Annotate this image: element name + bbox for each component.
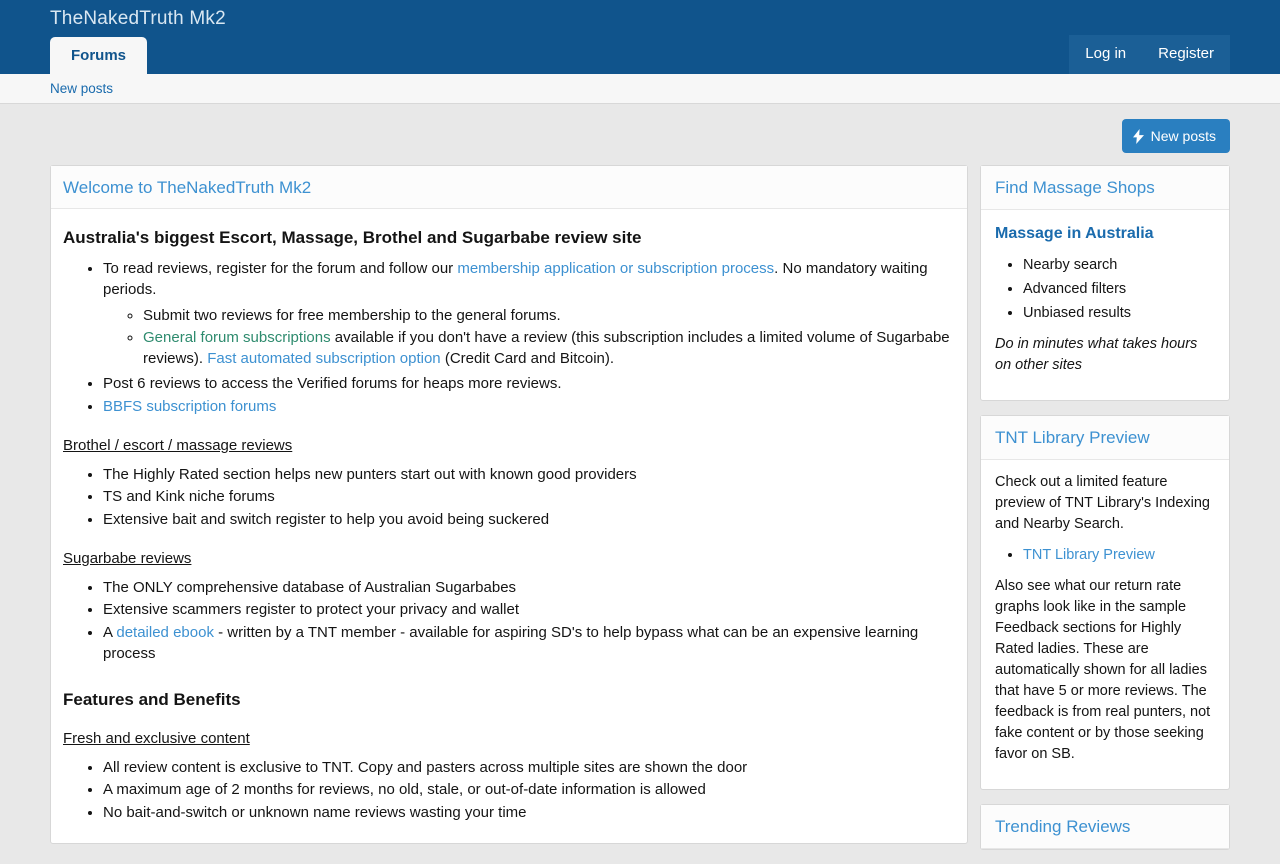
membership-process-link[interactable]: membership application or subscription process xyxy=(457,260,775,277)
massage-subtitle: Massage in Australia xyxy=(995,225,1154,242)
sub-mid-text: available if you don't have a review (this subscription includes a limited volume of Sugarbabe reviews). xyxy=(143,328,950,368)
detailed-ebook-link[interactable]: detailed ebook xyxy=(116,623,214,641)
sidebar-block-title: Trending Reviews xyxy=(981,805,1229,849)
site-title: TheNakedTruth Mk2 xyxy=(50,8,226,29)
sub-post-text: (Credit Card and Bitcoin). xyxy=(440,350,615,368)
section-sugarbabe-heading: Sugarbabe reviews xyxy=(63,549,192,567)
massage-feature-list xyxy=(995,255,1215,324)
sidebar-block-title: TNT Library Preview xyxy=(981,416,1229,460)
fast-subscription-link[interactable]: Fast automated subscription option xyxy=(207,350,441,368)
sidebar-block-find-massage-shops xyxy=(980,165,1230,401)
main-heading: Australia's biggest Escort, Massage, Brothel and Sugarbabe review site xyxy=(63,228,642,247)
secondary-nav xyxy=(0,74,1280,104)
intro-pre: To read reviews, register for the forum and follow our xyxy=(103,260,458,277)
welcome-panel xyxy=(50,165,968,844)
intro-sublist xyxy=(103,305,955,370)
register-link[interactable]: Register xyxy=(1142,35,1230,75)
list-item: • TS and Kink niche forums xyxy=(103,486,955,507)
list-item: • A maximum age of 2 months for reviews, no old, stale, or out-of-date information is allowed xyxy=(103,779,955,800)
sidebar xyxy=(980,165,1230,864)
library-para-1: Check out a limited feature preview of TNT Library's Indexing and Nearby Search. xyxy=(995,474,1210,533)
list-item: • Post 6 reviews to access the Verified forums for heaps more reviews. xyxy=(103,373,955,394)
welcome-panel-header xyxy=(51,166,967,209)
library-para-2: Also see what our return rate graphs look like in the sample Feedback sections for Highly Rated ladies. These are automatically shown for all ladies that have 5 or more reviews. The feedback is from real punters, not fake content or by those seeking favor on SB. xyxy=(995,578,1211,763)
list-item: • Unbiased results xyxy=(1023,303,1215,324)
login-link[interactable]: Log in xyxy=(1069,35,1142,75)
page-content xyxy=(0,104,1280,864)
bolt-icon xyxy=(1133,129,1144,144)
new-posts-button-label: New posts xyxy=(1150,128,1216,144)
new-posts-button[interactable] xyxy=(1122,119,1230,153)
content-columns xyxy=(50,165,1230,864)
fresh-content-list xyxy=(63,757,955,823)
primary-nav xyxy=(50,37,147,75)
list-item xyxy=(1023,545,1215,566)
list-item: • The ONLY comprehensive database of Australian Sugarbabes xyxy=(103,577,955,598)
ebook-pre: A xyxy=(103,623,117,641)
sidebar-block-body xyxy=(981,210,1229,400)
list-item: • Advanced filters xyxy=(1023,279,1215,300)
general-subscriptions-link[interactable]: General forum subscriptions xyxy=(143,328,331,346)
list-item: • Extensive scammers register to protect your privacy and wallet xyxy=(103,599,955,620)
list-item: • Nearby search xyxy=(1023,255,1215,276)
features-heading: Features and Benefits xyxy=(63,690,241,710)
list-item xyxy=(143,327,955,370)
bbfs-subscription-link[interactable]: BBFS subscription forums xyxy=(103,397,277,415)
ebook-post: - written by a TNT member - available for aspiring SD's to help bypass what can be an expensive learning process xyxy=(103,623,919,662)
intro-list xyxy=(63,258,955,417)
section-brothel-heading: Brothel / escort / massage reviews xyxy=(63,437,293,455)
list-item xyxy=(103,396,955,417)
welcome-panel-body xyxy=(51,209,967,843)
list-item xyxy=(103,258,955,369)
library-link-list xyxy=(995,545,1215,566)
user-nav xyxy=(1069,35,1230,75)
sidebar-block-trending-reviews xyxy=(980,804,1230,850)
subnav-new-posts[interactable]: New posts xyxy=(50,81,114,96)
sugarbabe-list xyxy=(63,577,955,664)
section-fresh-heading: Fresh and exclusive content xyxy=(63,730,250,748)
welcome-panel-title: Welcome to TheNakedTruth Mk2 xyxy=(63,178,312,197)
site-header xyxy=(0,0,1280,74)
list-item: • The Highly Rated section helps new punters start out with known good providers xyxy=(103,464,955,485)
main-column xyxy=(50,165,968,844)
massage-note: Do in minutes what takes hours on other sites xyxy=(995,336,1198,374)
sidebar-block-tnt-library-preview xyxy=(980,415,1230,790)
tab-forums[interactable]: Forums xyxy=(50,37,147,75)
sidebar-block-title: Find Massage Shops xyxy=(981,166,1229,210)
list-item: • No bait-and-switch or unknown name reviews wasting your time xyxy=(103,802,955,823)
intro-post: . No mandatory waiting periods. xyxy=(103,260,928,299)
list-item: • All review content is exclusive to TNT. Copy and pasters across multiple sites are shown the door xyxy=(103,757,955,778)
sidebar-block-body xyxy=(981,460,1229,789)
list-item xyxy=(103,622,955,665)
list-item: • Extensive bait and switch register to help you avoid being suckered xyxy=(103,509,955,530)
toolbar xyxy=(50,104,1230,165)
list-item: ◦ Submit two reviews for free membership to the general forums. xyxy=(143,305,955,326)
tnt-library-preview-link[interactable]: TNT Library Preview xyxy=(1023,547,1155,564)
brothel-list xyxy=(63,464,955,530)
